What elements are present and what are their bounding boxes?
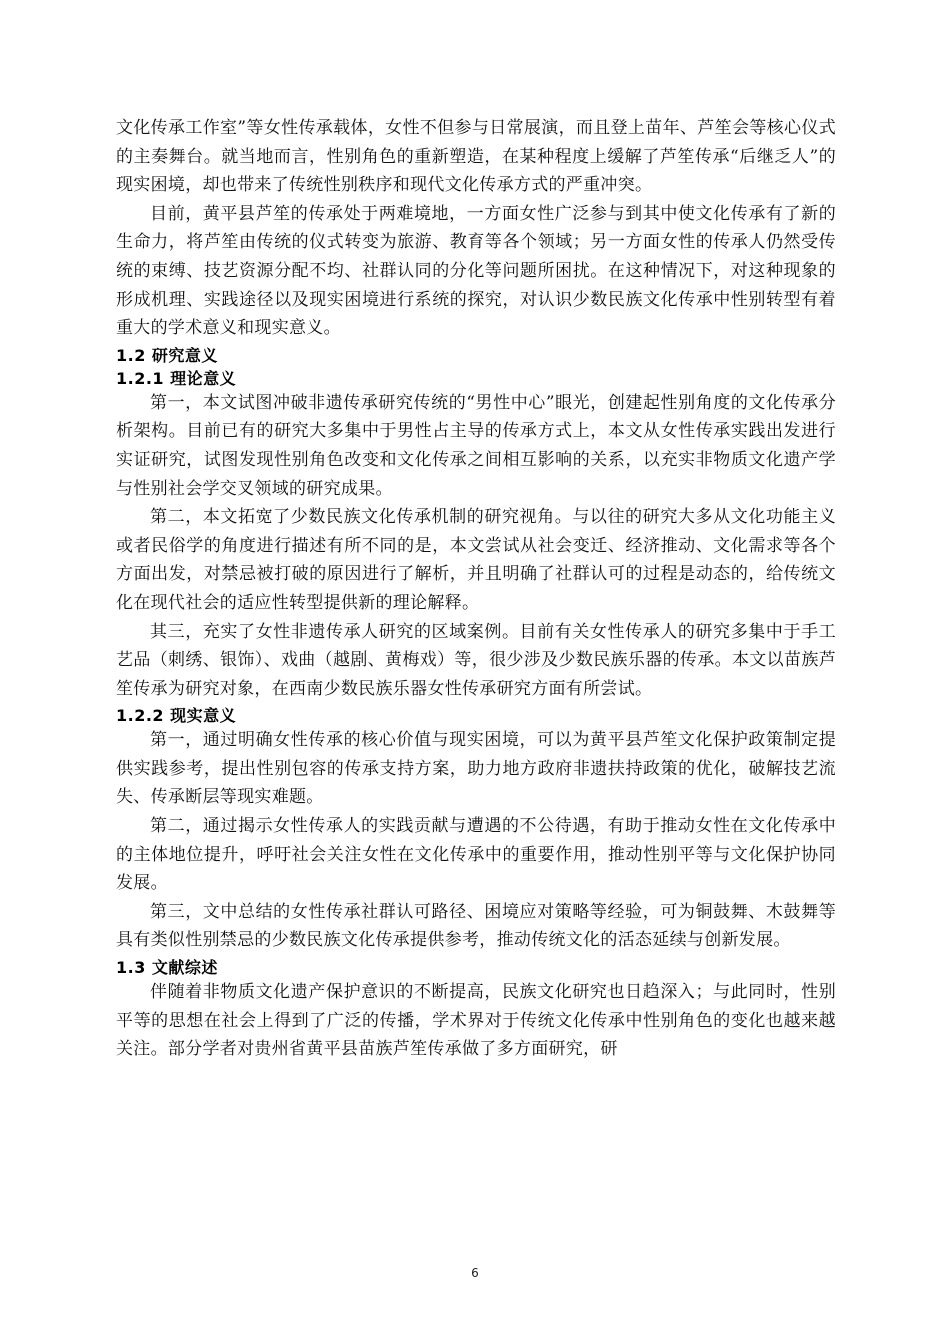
body-paragraph: 其三，充实了女性非遗传承人研究的区域案例。目前有关女性传承人的研究多集中于手工艺品（刺绣、银饰）、戏曲（越剧、黄梅戏）等，很少涉及少数民族乐器的传承。本文以苗族芦笙传承为研究对象，在西南少数民族乐器女性传承研究方面有所尝试。: [116, 621, 836, 699]
body-paragraph: 文化传承工作室”等女性传承载体，女性不但参与日常展演，而且登上苗年、芦笙会等核心仪式的主奏舞台。就当地而言，性别角色的重新塑造，在某种程度上缓解了芦笙传承“后继乏人”的现实困境，却也带来了传统性别秩序和现代文化传承方式的严重冲突。: [116, 118, 836, 196]
subsection-heading-1-2-2: 1.2.2 现实意义: [116, 706, 237, 726]
page-body: [116, 114, 836, 1064]
body-paragraph: 第二，通过揭示女性传承人的实践贡献与遭遇的不公待遇，有助于推动女性在文化传承中的主体地位提升，呼吁社会关注女性在文化传承中的重要作用，推动性别平等与文化保护协同发展。: [116, 816, 836, 894]
body-paragraph: 第一，本文试图冲破非遗传承研究传统的“男性中心”眼光，创建起性别角度的文化传承分析架构。目前已有的研究大多集中于男性占主导的传承方式上，本文从女性传承实践出发进行实证研究，试图发现性别角色改变和文化传承之间相互影响的关系，以充实非物质文化遗产学与性别社会学交叉领域的研究成果。: [116, 392, 836, 499]
body-paragraph: 目前，黄平县芦笙的传承处于两难境地，一方面女性广泛参与到其中使文化传承有了新的生命力，将芦笙由传统的仪式转变为旅游、教育等各个领域；另一方面女性的传承人仍然受传统的束缚、技艺资源分配不均、社群认同的分化等问题所困扰。在这种情况下，对这种现象的形成机理、实践途径以及现实困境进行系统的探究，对认识少数民族文化传承中性别转型有着重大的学术意义和现实意义。: [116, 203, 836, 339]
section-heading-1-3: 1.3 文献综述: [116, 958, 218, 978]
body-paragraph: 第二，本文拓宽了少数民族文化传承机制的研究视角。与以往的研究大多从文化功能主义或者民俗学的角度进行描述有所不同的是，本文尝试从社会变迁、经济推动、文化需求等各个方面出发，对禁忌被打破的原因进行了解析，并且明确了社群认可的过程是动态的，给传统文化在现代社会的适应性转型提供新的理论解释。: [116, 507, 836, 613]
body-paragraph: 伴随着非物质文化遗产保护意识的不断提高，民族文化研究也日趋深入；与此同时，性别平等的思想在社会上得到了广泛的传播，学术界对于传统文化传承中性别角色的变化也越来越关注。部分学者对贵州省黄平县苗族芦笙传承做了多方面研究，研: [116, 982, 836, 1060]
subsection-heading-1-2-1: 1.2.1 理论意义: [116, 368, 237, 388]
page-number: 6: [471, 1266, 479, 1280]
body-paragraph: 第一，通过明确女性传承的核心价值与现实困境，可以为黄平县芦笙文化保护政策制定提供实践参考，提出性别包容的传承支持方案，助力地方政府非遗扶持政策的优化，破解技艺流失、传承断层等现实难题。: [116, 730, 836, 808]
section-heading-1-2: 1.2 研究意义: [116, 345, 218, 365]
body-paragraph: 第三，文中总结的女性传承社群认可路径、困境应对策略等经验，可为铜鼓舞、木鼓舞等具有类似性别禁忌的少数民族文化传承提供参考，推动传统文化的活态延续与创新发展。: [116, 901, 836, 951]
